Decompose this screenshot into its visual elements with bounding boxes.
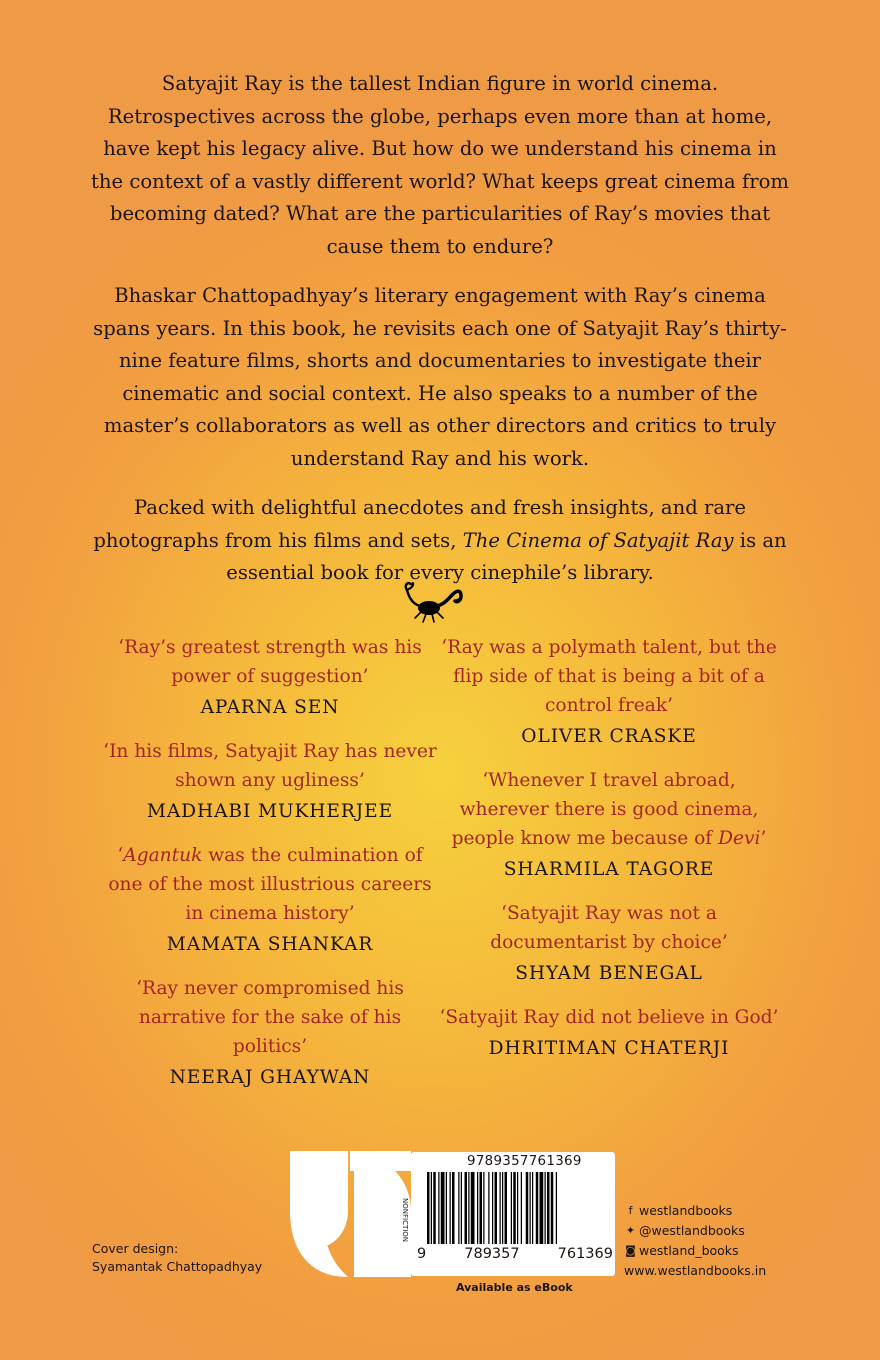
barcode-bar — [441, 1172, 445, 1244]
scorpion-icon — [401, 576, 467, 626]
barcode-digit-group: 789357 — [464, 1246, 520, 1262]
barcode-bar — [495, 1172, 498, 1244]
quote-text — [100, 841, 440, 928]
barcode-bar — [438, 1172, 439, 1244]
quote-author: DHRITIMAN CHATERJI — [488, 1038, 730, 1059]
barcode-bar — [556, 1172, 557, 1244]
barcode-bars — [425, 1172, 609, 1254]
quote — [100, 737, 440, 827]
barcode-bar — [521, 1172, 522, 1244]
social-text: westland_books — [639, 1243, 739, 1258]
quote-text: ‘Ray’s greatest strength was his power of suggestion’ — [118, 637, 422, 687]
quote — [100, 974, 440, 1093]
barcode-digits — [417, 1246, 613, 1262]
quote — [100, 633, 440, 723]
social-text: www.westlandbooks.in — [624, 1263, 767, 1278]
barcode-bar — [530, 1172, 531, 1244]
barcode-bar — [480, 1172, 483, 1244]
barcode-bar — [547, 1172, 550, 1244]
barcode-bar — [427, 1172, 430, 1244]
quote-author: MAMATA SHANKAR — [166, 934, 374, 955]
barcode-bar — [483, 1172, 484, 1244]
social-text: @westlandbooks — [639, 1223, 745, 1238]
barcode-bar — [526, 1172, 529, 1244]
barcode-bar — [505, 1172, 508, 1244]
social-facebook[interactable] — [624, 1201, 766, 1221]
quote-text: ‘In his films, Satyajit Ray has never shown any ugliness’ — [103, 741, 437, 791]
barcode-bar — [446, 1172, 447, 1244]
quote — [100, 841, 440, 960]
blurb-p3-start: Packed with delightful anecdotes and fresh insights, and rare photographs from his films and sets, — [93, 496, 747, 552]
blurb-paragraph-3 — [86, 492, 794, 590]
barcode-bar — [492, 1172, 493, 1244]
ebook-note: Available as eBook — [456, 1281, 573, 1294]
barcode-bar — [477, 1172, 478, 1244]
website-link[interactable] — [624, 1261, 766, 1281]
quote-text-pre: ‘Whenever I travel abroad, wherever there is good cinema, people know me because of — [451, 770, 759, 849]
barcode-bar — [458, 1172, 459, 1244]
barcode-bar — [433, 1172, 436, 1244]
facebook-icon: f — [628, 1204, 633, 1217]
social-text: westlandbooks — [639, 1203, 733, 1218]
barcode-bar — [450, 1172, 451, 1244]
barcode-bar — [513, 1172, 516, 1244]
credit-label: Cover design: — [92, 1241, 179, 1256]
social-twitter[interactable] — [624, 1221, 766, 1241]
credit-name: Syamantak Chattopadhyay — [92, 1259, 263, 1274]
barcode-bar — [452, 1172, 455, 1244]
social-links — [624, 1201, 766, 1281]
barcode-bar — [511, 1172, 512, 1244]
quote-text: ‘Ray never compromised his narrative for the sake of his politics’ — [136, 978, 404, 1057]
film-title: Devi — [718, 828, 761, 849]
barcode-bar — [500, 1172, 501, 1244]
barcode-bar — [540, 1172, 544, 1244]
blurb-paragraph-2: Bhaskar Chattopadhyay’s literary engagement with Ray’s cinema spans years. In this book, he revisits each one of Satyajit Ray’s thirty-nine feature films, shorts and documentaries to investigate their cinematic and social context. He also speaks to a number of the master’s collaborators as well as other directors and critics to truly understand Ray and his work. — [93, 284, 787, 470]
barcode-bar — [502, 1172, 503, 1244]
quotes-right-column — [439, 633, 779, 1078]
quote-text: ‘Satyajit Ray was not a documentarist by choice’ — [490, 903, 728, 953]
cover-design-credit — [92, 1240, 262, 1276]
barcode-bar — [532, 1172, 533, 1244]
quote-author: NEERAJ GHAYWAN — [169, 1067, 371, 1088]
quote-author: OLIVER CRASKE — [521, 726, 697, 747]
quote — [439, 766, 779, 885]
quote-author: SHARMILA TAGORE — [503, 859, 715, 880]
category-label: NONFICTION — [401, 1198, 409, 1243]
barcode-bar — [536, 1172, 539, 1244]
barcode-bar — [517, 1172, 518, 1244]
film-title: Agantuk — [123, 845, 203, 866]
barcode-bar — [465, 1172, 468, 1244]
quote-text — [439, 766, 779, 853]
quote-text-post: ’ — [760, 828, 767, 849]
blurb-paragraph-1: Satyajit Ray is the tallest Indian figure in world cinema. Retrospectives across the globe, perhaps even more than at home, have kept his legacy alive. But how do we understand his cinema in the context of a vastly different world? What keeps great cinema from becoming dated? What are the particularities of Ray’s movies that cause them to endure? — [91, 72, 789, 258]
barcode-bar — [431, 1172, 432, 1244]
quotes-left-column — [100, 633, 440, 1107]
quote-text-post: was the culmination of one of the most illustrious careers in cinema history’ — [108, 845, 432, 924]
barcode-bar — [468, 1172, 469, 1244]
quote-text-pre: ‘ — [117, 845, 124, 866]
barcode-bar — [551, 1172, 554, 1244]
book-title: The Cinema of Satyajit Ray — [462, 528, 734, 552]
quote-author: SHYAM BENEGAL — [515, 963, 703, 984]
barcode-bar — [488, 1172, 489, 1244]
quote-text: ‘Satyajit Ray did not believe in God’ — [439, 1007, 779, 1028]
quote-text: ‘Ray was a polymath talent, but the flip side of that is being a bit of a control freak’ — [441, 637, 777, 716]
quote — [439, 899, 779, 989]
blurb-p3-end: is an essential book for every cinephile’s library. — [226, 528, 787, 584]
barcode-bar — [461, 1172, 462, 1244]
barcode-bar — [471, 1172, 475, 1244]
blurb — [86, 68, 794, 607]
quote — [439, 633, 779, 752]
quote-author: APARNA SEN — [200, 697, 340, 718]
quote — [439, 1003, 779, 1064]
twitter-icon: ✦ — [625, 1224, 636, 1237]
isbn-number: 9789357761369 — [467, 1154, 582, 1169]
barcode-bar — [545, 1172, 546, 1244]
barcode-digit-group: 761369 — [557, 1246, 613, 1262]
barcode-digit-lead: 9 — [417, 1246, 427, 1262]
social-instagram[interactable] — [624, 1241, 766, 1261]
instagram-icon: ◙ — [625, 1244, 636, 1257]
quote-author: MADHABI MUKHERJEE — [146, 801, 394, 822]
barcode — [401, 1152, 615, 1276]
